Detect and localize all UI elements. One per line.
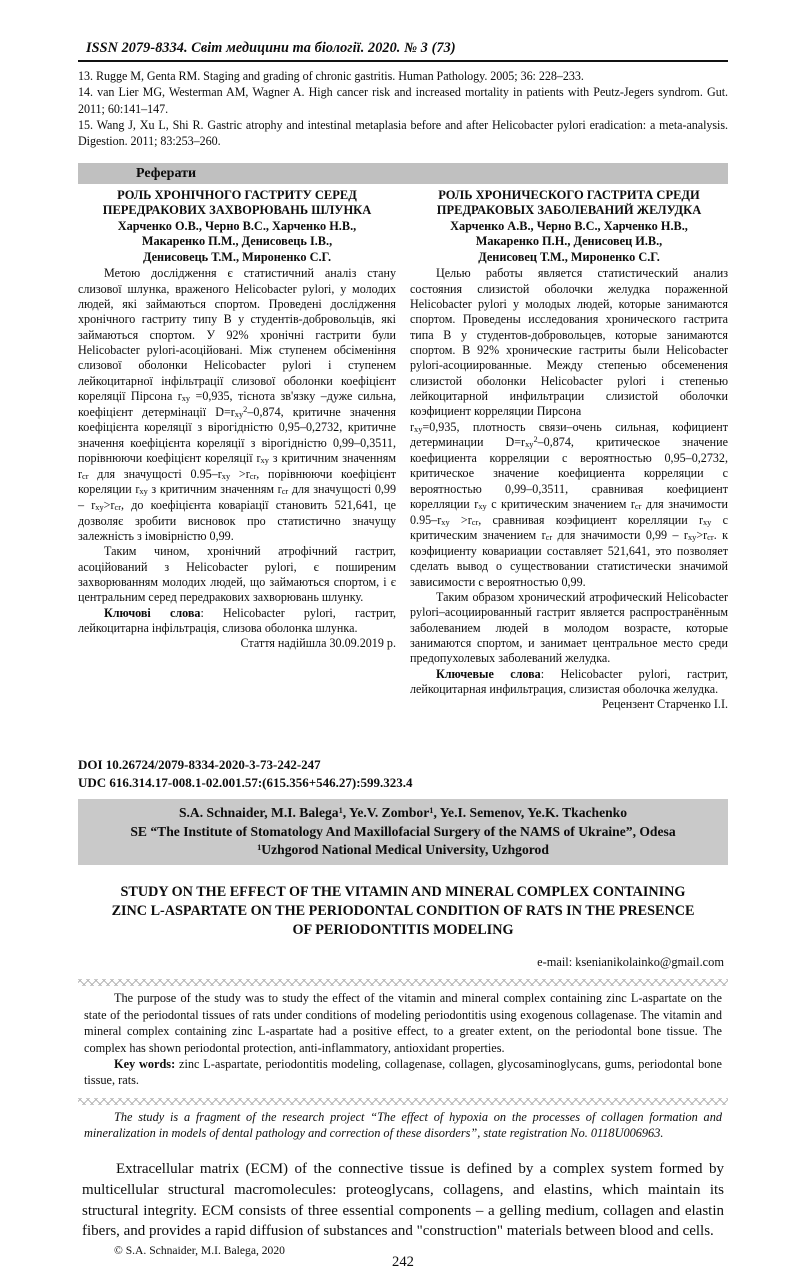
article-affiliation-2: $^1$Uzhgorod National Medical University, Uzhgorod [257, 841, 549, 857]
doi-line: DOI 10.26724/2079-8334-2020-3-73-242-247 [78, 757, 321, 773]
article-authors: S.A. Schnaider, M.I. Balega$^1$, Ye.V. Zombor$^1$, Ye.I. Semenov, Ye.K. Tkachenko [178, 805, 628, 821]
abstract-ru-body [410, 266, 728, 697]
doi-udc-block [78, 756, 728, 791]
funding-statement: The study is a fragment of the research project “The effect of hypoxia on the processes of collagen formation and mineralization in models of dental pathology and correction of these disorders”, state registration No. 0118U006963. [84, 1109, 722, 1140]
abstract-uk-keywords-label: Ключові слова [104, 605, 201, 620]
zigzag-divider-bottom [78, 1098, 728, 1105]
section-bar-abstracts [78, 163, 728, 184]
reference-item: 14. van Lier MG, Westerman AM, Wagner A. High cancer risk and increased mortality in patients with Peutz-Jegers syndrom. Gut. 2011; 60:141–147. [78, 85, 728, 116]
abstract-ru-para-1: Целью работы является статистический анализ состояния слизистой оболочки желудка пораженной Helicobacter pylori у молодых людей, которые занимаются спортом. Проведены исследования хронического гастрита типа В у студентов-добровольцев, которые занимаются спортом. В 92% хронические гастриты были Helicobacter pylori-асоциированные. Между степенью обсеменения слизистой оболонки Helicobacter pylori i степенью лейкоцитарной инфильтрации слизистой оболочки коэфициент корреляции Пирсона [410, 266, 728, 419]
article-body [78, 1159, 728, 1242]
reference-item: 15. Wang J, Xu L, Shi R. Gastric atrophy and intestinal metaplasia before and after Helicobacter pylori eradication: a meta-analysis. Digestion. 2011; 83:253–260. [78, 117, 728, 148]
abstract-ru-authors: Харченко А.В., Черно В.С., Харченко Н.В., Макаренко П.Н., Денисовец И.В., Денисовец Т.М., Мироненко С.Г. [450, 218, 688, 264]
copyright-line: © S.A. Schnaider, M.I. Balega, 2020 [114, 1243, 285, 1257]
abstract-ru-para-2: $r_{xy}=0,935$, плотность связи–очень сильная, кофициент детерминации $D=r_{xy}^2-0,874$, критическое значение коефициента корреляции с вероятностью 0,95–0,2732, критическое значение коефициента корреляции с вероятностью 0,99–0,3511, сравнивая коефициент корелляции $r_{xy}$ с критическим значением $r_{cr}$ для значимости $0.95-r_{xy} >r_{cr}$, сравнивая коэфициент корелляции $r_{xy}$ с критическим значением $r_{cr}$ для значимости $0,99 - r_{xy}>r_{cr}$. к коэфициенту ковариации составляет 521,641, это позволяет сделать вывод о существовании статистически значимой зависимости с вероятностью 0,99. [410, 419, 729, 589]
running-head: ISSN 2079-8334. Світ медицини та біології. 2020. № 3 (73) [86, 40, 456, 56]
abstract-ru-keywords-label: Ключевые слова [436, 666, 541, 681]
abstracts-columns [78, 188, 728, 712]
section-bar-label: Реферати [136, 165, 197, 181]
reference-list [78, 68, 728, 149]
abstract-ru-title: РОЛЬ ХРОНИЧЕСКОГО ГАСТРИТА СРЕДИ ПРЕДРАКОВЫХ ЗАБОЛЕВАНИЙ ЖЕЛУДКА [436, 188, 702, 218]
article-affiliation-1: SE “The Institute of Stomatology And Maxillofacial Surgery of the NAMS of Ukraine”, Odesa [130, 823, 676, 839]
abstract-uk-received: Стаття надійшла 30.09.2019 р. [240, 636, 396, 651]
header-rule [78, 60, 728, 62]
page-number: 242 [392, 1253, 414, 1270]
article-abstract-para: The purpose of the study was to study the effect of the vitamin and mineral complex containing zinc L-aspartate on the state of the periodontal tissues of rats under conditions of modeling periodontitis using exogenous collagenase. The vitamin and mineral complex containing zinc L-aspartate had a positive effect, to a greater extent, on the periodontal bone tissue. The complex has shown periodontal protection, anti-inflammatory, antioxidant properties. [84, 991, 722, 1055]
abstract-ru-keywords: Ключевые слова: Helicobacter pylori, гастрит, лейкоцитарная инфильтрация, слизистая оболочка желудка. [410, 666, 728, 697]
udc-line: UDC 616.314.17-008.1-02.001.57:(615.356+546.27):599.323.4 [78, 774, 413, 790]
reference-item: 13. Rugge M, Genta RM. Staging and grading of chronic gastritis. Human Pathology. 2005; 36: 228–233. [78, 69, 584, 84]
abstract-ukrainian [78, 188, 396, 712]
abstract-uk-body [78, 266, 396, 636]
abstract-russian [410, 188, 728, 712]
abstract-ru-para-3: Таким образом хронический атрофический Helicobacter pylori–асоциированный гастрит является распространённым заболеванием людей в молодом возрасте, которые занимаются спортом, и занимает центральное место среди предопухолевых заболеваний желудка. [410, 590, 728, 666]
article-authors-band [78, 799, 728, 865]
article-keywords-label: Key words: [114, 1056, 176, 1071]
abstract-uk-keywords: Ключові слова: Helicobacter pylori, гастрит, лейкоцитарна інфільтрація, слизова оболонка шлунка. [78, 605, 396, 636]
article-abstract [78, 990, 728, 1088]
abstract-uk-para-1: Метою дослідження є статистичний аналіз стану слизової шлунка, враженого Helicobacter pylori, у молодих людей, які займаються спортом. Проведені дослідження хронічного гастриту типу В у студентів-добровольців, які займаються спортом. У 92% хронічні гастрити були Helicobacter pylori-асоційовані. Між ступенем обсіменіння слизової оболонки Helicobacter pylori і ступенем лейкоцитарної інфільтрації слизової оболонки коефіцієнт кореляції Пірсона $r_{xy} =0,935$, тіснота зв'язку –дуже сильна, коефіцієнт детермінації $D=r_{xy}^2-0,874$, критичне значення коефіцієнта кореляції з вірогідністю 0,95–0,2732, критичне значення коефіцієнта кореляції з вірогідністю 0,99–0,3511, порівнюючи коефіцієнт кореляції $r_{xy}$ з критичним значенням $r_{cr}$ для значущості $0.95-r_{xy} >r_{cr}$, порівнюючи коефіцієнт кореляции $r_{xy}$ з критичним значенням $r_{cr}$ для значущості $0,99 - r_{xy}>r_{cr}$, до коефіцієнта коваріації становить 521,641, це дозволяє зробити висновок про статистично значущу залежність з імовірністю 0,99. [78, 266, 397, 543]
article-body-para: Extracellular matrix (ECM) of the connective tissue is defined by a complex system formed by multicellular structural macromolecules: proteoglycans, collagens, and elastins, which maintain its structural integrity. ECM consists of three essential components – a gelling medium, collagen and elastin fibers, and provides a rapid diffusion of substances and "construction" materials between blood and cells. [82, 1161, 724, 1240]
abstract-ru-reviewer: Рецензент Старченко І.І. [602, 697, 728, 712]
zigzag-divider-top [78, 979, 728, 986]
article-keywords: Key words: zinc L-aspartate, periodontitis modeling, collagenase, collagen, glycosaminoglycans, gums, periodontal bone tissue, rats. [84, 1056, 723, 1088]
abstract-uk-para-2: Таким чином, хронічний атрофічний гастрит, асоційований з Helicobacter pylori, є поширеним захворюванням молодих людей, що займаються спортом, і є центральним серед передракових захворювань шлунку. [78, 544, 396, 605]
abstract-uk-title: РОЛЬ ХРОНІЧНОГО ГАСТРИТУ СЕРЕД ПЕРЕДРАКОВИХ ЗАХВОРЮВАНЬ ШЛУНКА [102, 188, 372, 218]
article-title: STUDY ON THE EFFECT OF THE VITAMIN AND MINERAL COMPLEX CONTAINING ZINC L-ASPARTATE ON THE PERIODONTAL CONDITION OF RATS IN THE PRESENCE OF PERIODONTITIS MODELING [111, 884, 695, 938]
contact-email[interactable]: e-mail: ksenianikolainko@gmail.com [537, 955, 724, 970]
abstract-uk-authors: Харченко О.В., Черно В.С., Харченко Н.В., Макаренко П.М., Денисовець І.В., Денисовець Т.М., Мироненко С.Г. [117, 218, 357, 264]
